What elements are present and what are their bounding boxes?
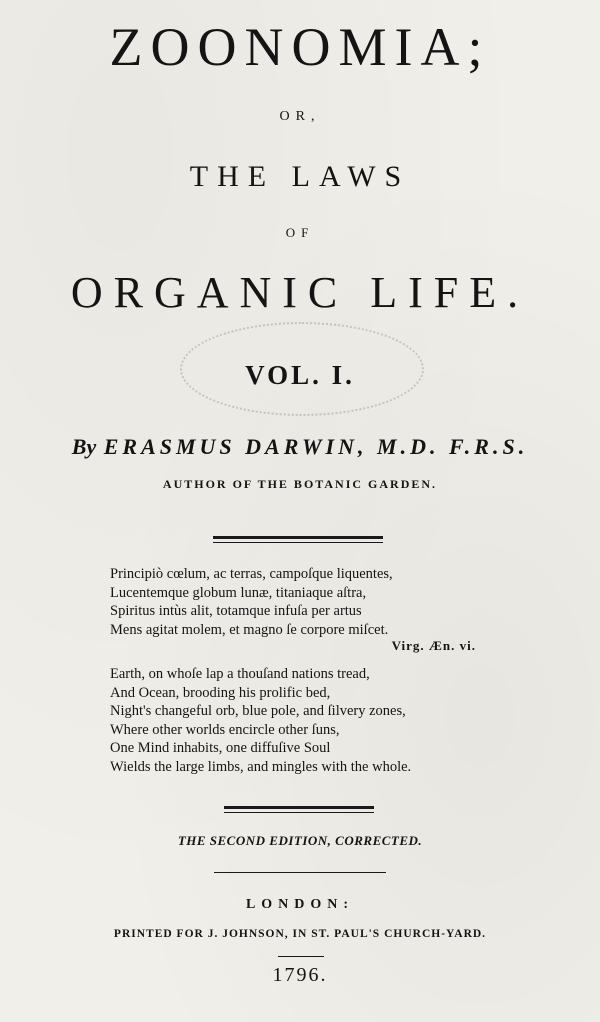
imprint-rule [214, 872, 386, 873]
book-title: ZOONOMIA; [109, 17, 491, 77]
publication-year: 1796. [272, 964, 328, 986]
english-line: And Ocean, brooding his prolific bed, [110, 684, 331, 701]
english-line: Where other worlds encircle other ſuns, [110, 721, 340, 738]
author-description: AUTHOR OF THE BOTANIC GARDEN. [162, 477, 438, 491]
english-line: Wields the large limbs, and mingles with the whole. [110, 758, 412, 775]
latin-line: Lucentemque globum lunæ, titaniaque aſtra, [110, 584, 367, 601]
top-ornamental-rule [213, 536, 383, 543]
imprint-city: LONDON: [245, 897, 355, 912]
epigraph-attribution: Virg. Æn. vi. [391, 638, 476, 653]
english-line: One Mind inhabits, one diffuſive Soul [110, 740, 331, 757]
author-by: By [71, 434, 97, 459]
english-epigraph [110, 665, 411, 777]
imprint-printer: PRINTED FOR J. JOHNSON, IN ST. PAUL'S CHURCH-YARD. [113, 928, 487, 940]
english-line: Earth, on whoſe lap a thouſand nations tread, [110, 666, 370, 682]
book-subject: ORGANIC LIFE. [70, 268, 530, 317]
laws-line: THE LAWS [189, 160, 411, 193]
author-name: ERASMUS DARWIN, M.D. F.R.S. [103, 434, 529, 459]
volume-number: VOL. I. [245, 360, 355, 390]
middle-ornamental-rule [224, 806, 374, 813]
latin-epigraph [110, 565, 393, 639]
or-line: OR, [279, 109, 321, 124]
year-rule [278, 956, 324, 957]
latin-line: Spiritus intùs alit, totamque infuſa per artus [110, 603, 362, 620]
of-line: OF [285, 225, 315, 240]
english-line: Night's changeful orb, blue pole, and ſilvery zones, [110, 703, 406, 720]
latin-line: Mens agitat molem, et magno ſe corpore miſcet. [110, 621, 389, 638]
edition-statement: THE SECOND EDITION, CORRECTED. [177, 833, 423, 848]
author-line [0, 432, 600, 462]
latin-line: Principiò cœlum, ac terras, campoſque liquentes, [110, 566, 393, 582]
